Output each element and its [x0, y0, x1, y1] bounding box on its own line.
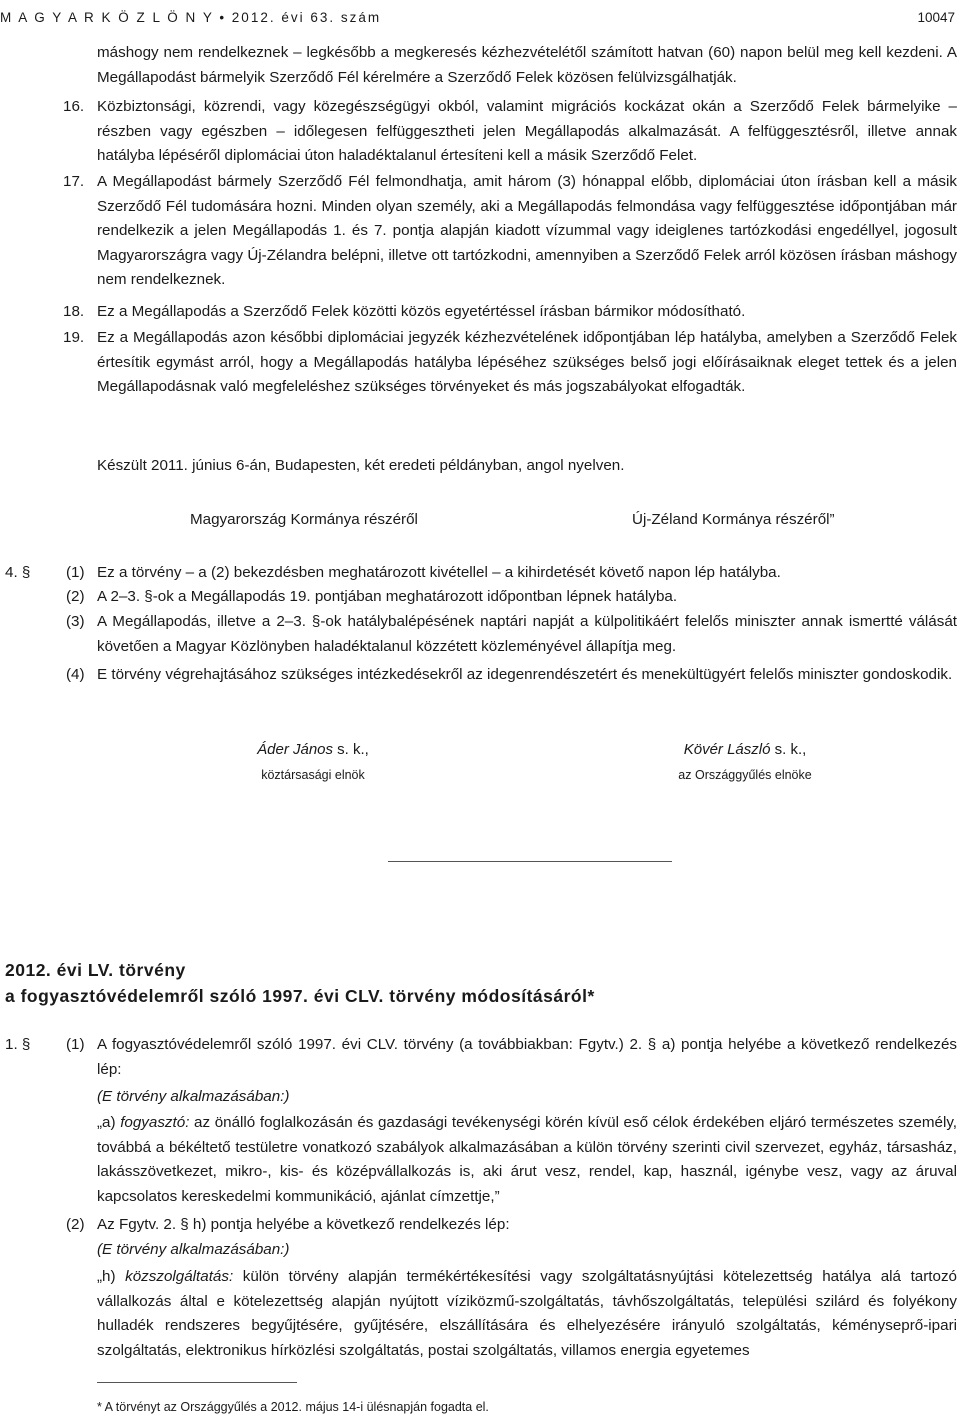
signatory-name: Áder János — [257, 741, 334, 758]
law-subtitle: a fogyasztóvédelemről szóló 1997. évi CLV. törvény módosításáról* — [5, 986, 595, 1006]
paragraph-number: (1) — [66, 564, 85, 581]
footnote: * A törvényt az Országgyűlés a 2012. május 14-i ülésnapján fogadta el. — [97, 1400, 489, 1414]
signatory-suffix: s. k., — [333, 741, 369, 758]
paragraph-number: (1) — [66, 1036, 85, 1053]
done-statement: Készült 2011. június 6-án, Budapesten, két eredeti példányban, angol nyelven. — [97, 457, 625, 474]
paragraph-number: (2) — [66, 588, 85, 605]
signatory-suffix: s. k., — [770, 741, 807, 758]
law-title: 2012. évi LV. törvény — [5, 960, 186, 980]
paragraph-text: Az Fgytv. 2. § h) pontja helyébe a következő rendelkezés lép: — [97, 1216, 510, 1233]
signature-block — [198, 738, 428, 787]
footnote-rule — [97, 1382, 297, 1383]
page-header — [0, 6, 955, 26]
signatory-title: köztársasági elnök — [261, 767, 365, 782]
party-right: Új-Zéland Kormánya részéről” — [632, 511, 835, 528]
article-text: Közbiztonsági, közrendi, vagy közegészségügyi okból, valamint migrációs kockázat okán a Szerződő Felek bármelyike – részben vagy egészben – időlegesen felfüggesztheti jelen Megállapodás alkalmazását. A felfüggesztésről, illetve annak hatályba lépéséről diplomáciai úton haladéktalanul értesíteni kell a másik Szerződő Felet. — [97, 98, 957, 164]
article-number: 17. — [63, 173, 85, 190]
party-left: Magyarország Kormánya részéről — [190, 511, 418, 528]
article-text: Ez a Megállapodás a Szerződő Felek közötti közös egyetértéssel írásban bármikor módosítható. — [97, 303, 746, 320]
definition-text: „a) fogyasztó: az önálló foglalkozásán és gazdasági tevékenységi körén kívül eső célok érdekében eljáró természetes személy, továbbá a békéltető testületre vonatkozó szabályok alkalmazásában a külön törvény szerinti civil szervezet, egyház, társasház, lakásszövetkezet, mikro-, kis- és középvállalkozás is, aki árut vesz, rendel, kap, használ, igénybe vesz, vagy az áruval kapcsolatos kereskedelmi kommunikáció, ajánlat címzettje,” — [97, 1114, 958, 1205]
article-number: 16. — [63, 98, 85, 115]
page-number: 10047 — [917, 10, 955, 25]
paragraph-text: A fogyasztóvédelemről szóló 1997. évi CLV. törvény (a továbbiakban: Fgytv.) 2. § a) pontja helyébe a következő rendelkezés lép: — [97, 1036, 957, 1078]
definition-text: „h) közszolgáltatás: külön törvény alapján termékértékesítési vagy szolgáltatásnyújtási kötelezettség hatálya alá tartozó vállalkozás által e kötelezettség alapján nyújtott víziközmű-szolgáltatás, távhőszolgáltatás, települési szilárd és folyékony hulladék rendszeres begyűjtésére, gyűjtésére, elszállítására és elhelyezésére irányuló szolgáltatás, kéményseprő-ipari szolgáltatás, elektronikus hírközlési szolgáltatás, postai szolgáltatás, villamos energia egyetemes — [97, 1268, 958, 1359]
section-number: 1. § — [5, 1036, 31, 1053]
signature-block — [630, 738, 860, 787]
scope-label: (E törvény alkalmazásában:) — [97, 1241, 290, 1258]
separator-rule — [388, 861, 672, 862]
scope-label: (E törvény alkalmazásában:) — [97, 1088, 290, 1105]
journal-title: M A G Y A R K Ö Z L Ö N Y • 2012. évi 63. szám — [0, 10, 382, 25]
intro-paragraph: máshogy nem rendelkeznek – legkésőbb a megkeresés kézhezvételétől számított hatvan (60) napon belül meg kell kezdeni. A Megállapodást bármelyik Szerződő Fél kérelmére a Szerződő Felek közösen felülvizsgálhatják. — [97, 44, 957, 86]
article-text: Ez a Megállapodás azon későbbi diplomáciai jegyzék kézhezvételének időpontjában lép hatályba, amelyben a Szerződő Felek értesítik egymást arról, hogy a Megállapodás hatályba lépéséhez szükséges belső jogi előírásaiknak eleget tettek és a jelen Megállapodásnak való megfeleléshez szükséges törvényeket és más jogszabályokat elfogadták. — [97, 329, 957, 395]
paragraph-number: (3) — [66, 613, 85, 630]
paragraph-text: E törvény végrehajtásához szükséges intézkedésekről az idegenrendészetért és menekültügyért felelős miniszter gondoskodik. — [97, 666, 953, 683]
paragraph-number: (4) — [66, 666, 85, 683]
paragraph-number: (2) — [66, 1216, 85, 1233]
signatory-title: az Országgyűlés elnöke — [678, 767, 812, 782]
section-number: 4. § — [5, 564, 31, 581]
paragraph-text: A Megállapodás, illetve a 2–3. §-ok hatálybalépésének naptári napját a külpolitikáért felelős miniszter annak ismertté válását követően a Magyar Közlönyben haladéktalanul közzétett közleményével állapítja meg. — [97, 613, 957, 655]
signatory-name: Kövér László — [683, 741, 771, 758]
paragraph-text: Ez a törvény – a (2) bekezdésben meghatározott kivétellel – a kihirdetését követő napon lép hatályba. — [97, 564, 781, 581]
article-number: 18. — [63, 303, 85, 320]
paragraph-text: A 2–3. §-ok a Megállapodás 19. pontjában meghatározott időpontban lépnek hatályba. — [97, 588, 678, 605]
article-text: A Megállapodást bármely Szerződő Fél felmondhatja, amit három (3) hónappal előbb, diplomáciai úton írásban kell a másik Szerződő Fél tudomására hozni. Minden olyan személy, aki a Megállapodás felmondása vagy felfüggesztése időpontjában már rendelkezik a jelen Megállapodás 1. és 7. pontja alapján kiadott vízummal vagy ideiglenes tartózkodási engedéllyel, jogosult Magyarországra vagy Új-Zélandra belépni, illetve ott tartózkodni, amennyiben a Szerződő Felek arról közösen írásban máshogy nem rendelkeznek. — [97, 173, 957, 288]
article-number: 19. — [63, 329, 85, 346]
